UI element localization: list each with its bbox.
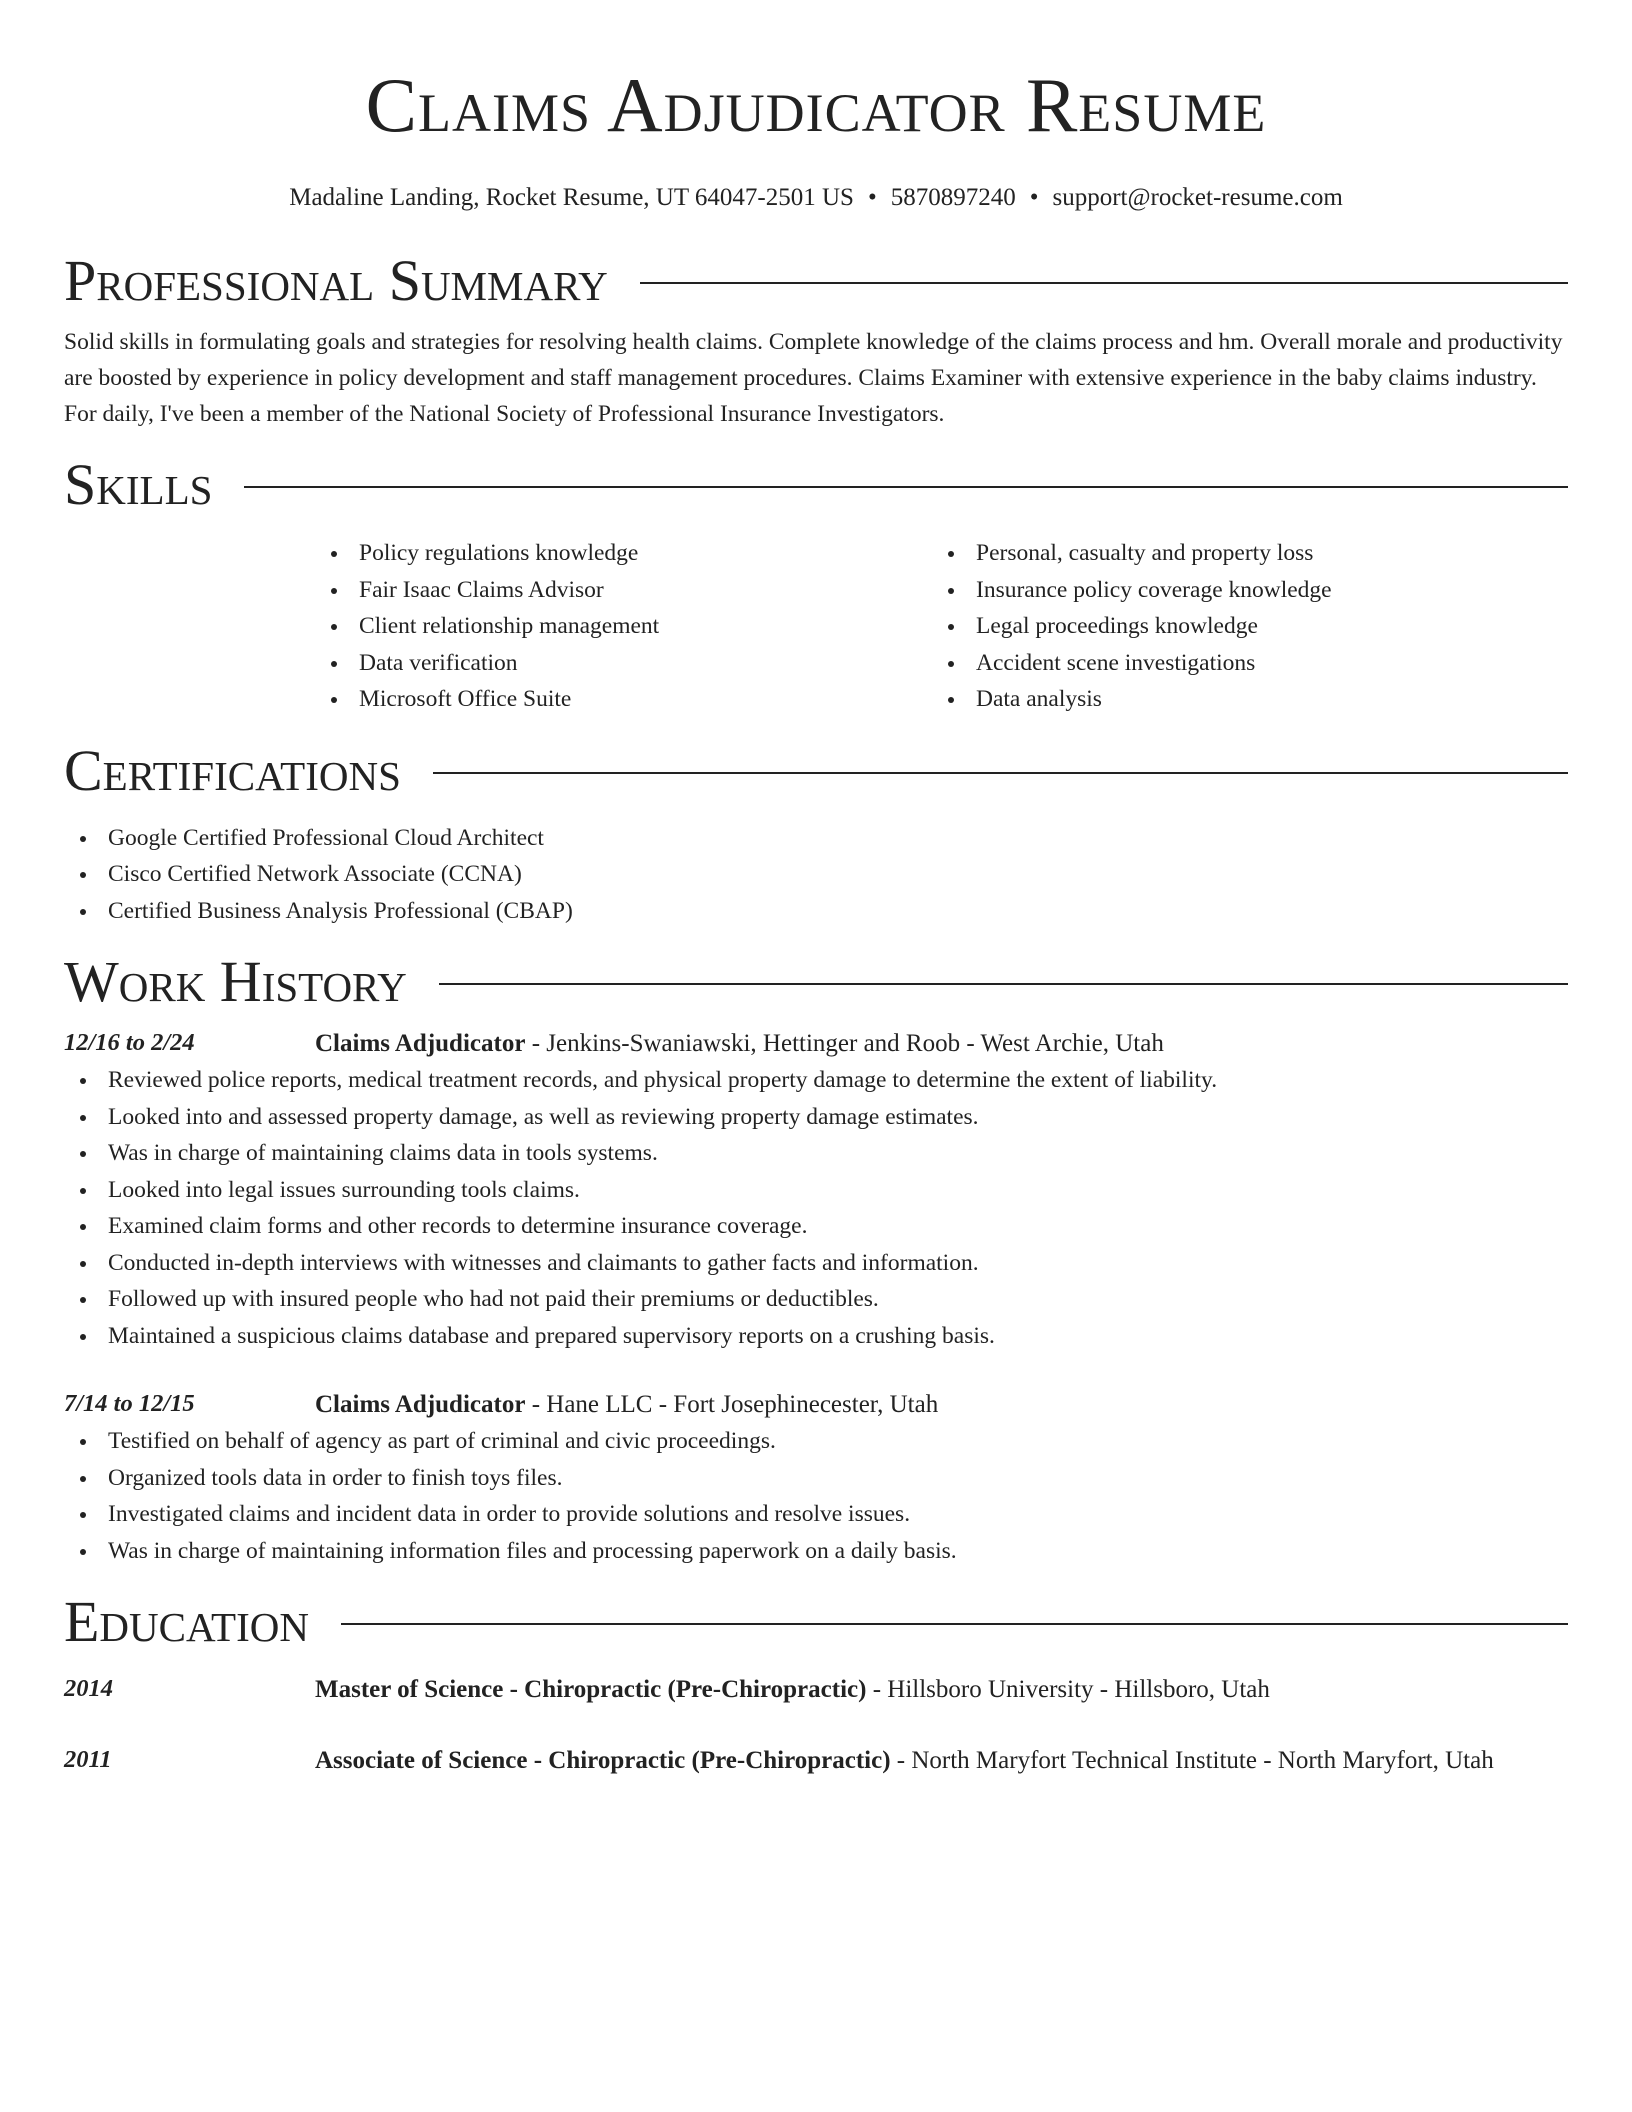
education-details: - North Maryfort Technical Institute - North Maryfort, Utah xyxy=(890,1747,1494,1774)
education-section-header xyxy=(64,1589,1568,1655)
certifications-list xyxy=(64,820,1568,930)
certifications-section-header xyxy=(64,738,1568,804)
skills-list-right xyxy=(932,535,1549,718)
skills-heading: Skills xyxy=(64,452,213,517)
job-entry xyxy=(64,1386,1568,1569)
skill-item: Client relationship management xyxy=(315,608,932,645)
summary-text: Solid skills in formulating goals and strategies for resolving health claims. Complete knowledge of the claims process and hm. Overall morale and productivity are boosted by experience in policy development and staff management procedures. Claims Examiner with extensive experience in the baby claims industry. For daily, I've been a member of the National Society of Professional Insurance Investigators. xyxy=(64,329,1563,427)
education-degree: Associate of Science - Chiropractic (Pre-Chiropractic) xyxy=(315,1747,891,1774)
job-duties-list xyxy=(64,1062,1568,1354)
job-heading xyxy=(315,1025,1568,1062)
job-duty: Organized tools data in order to finish toys files. xyxy=(64,1460,1568,1497)
skills-section-header xyxy=(64,452,1568,518)
section-divider xyxy=(433,772,1568,774)
section-divider xyxy=(341,1623,1568,1625)
job-duty: Conducted in-depth interviews with witnesses and claimants to gather facts and information. xyxy=(64,1245,1568,1282)
certification-item: Cisco Certified Network Associate (CCNA) xyxy=(64,856,1568,893)
section-divider xyxy=(244,486,1568,488)
contact-phone: 5870897240 xyxy=(890,184,1016,211)
work-section-header xyxy=(64,949,1568,1015)
job-header xyxy=(64,1386,1568,1423)
skill-item: Personal, casualty and property loss xyxy=(932,535,1549,572)
summary-heading: Professional Summary xyxy=(64,248,608,313)
education-entry xyxy=(64,1742,1568,1779)
job-duty: Followed up with insured people who had not paid their premiums or deductibles. xyxy=(64,1281,1568,1318)
skill-item: Accident scene investigations xyxy=(932,645,1549,682)
job-duty: Maintained a suspicious claims database and prepared supervisory reports on a crushing basis. xyxy=(64,1318,1568,1355)
job-duty: Reviewed police reports, medical treatment records, and physical property damage to determine the extent of liability. xyxy=(64,1062,1568,1099)
contact-separator: • xyxy=(1029,184,1039,211)
education-heading: Education xyxy=(64,1589,309,1654)
education-heading-line xyxy=(315,1671,1568,1708)
contact-line xyxy=(64,182,1568,214)
skills-list-left xyxy=(315,535,932,718)
contact-separator: • xyxy=(867,184,877,211)
job-entry xyxy=(64,1025,1568,1354)
education-year: 2014 xyxy=(64,1675,113,1702)
skill-item: Fair Isaac Claims Advisor xyxy=(315,572,932,609)
job-details: - Hane LLC - Fort Josephinecester, Utah xyxy=(525,1391,939,1418)
education-year: 2011 xyxy=(64,1746,112,1773)
summary-section-header xyxy=(64,248,1568,314)
skill-item: Data analysis xyxy=(932,681,1549,718)
job-dates: 12/16 to 2/24 xyxy=(64,1029,195,1056)
contact-email: support@rocket-resume.com xyxy=(1052,184,1343,211)
education-heading-line xyxy=(315,1742,1568,1779)
job-duty: Looked into and assessed property damage, as well as reviewing property damage estimates. xyxy=(64,1099,1568,1136)
job-header xyxy=(64,1025,1568,1062)
skill-item: Policy regulations knowledge xyxy=(315,535,932,572)
job-duty: Was in charge of maintaining information files and processing paperwork on a daily basis. xyxy=(64,1533,1568,1570)
certification-item: Certified Business Analysis Professional (CBAP) xyxy=(64,893,1568,930)
job-heading xyxy=(315,1386,1568,1423)
skill-item: Insurance policy coverage knowledge xyxy=(932,572,1549,609)
skills-columns xyxy=(315,535,1568,718)
job-dates: 7/14 to 12/15 xyxy=(64,1390,195,1417)
certification-item: Google Certified Professional Cloud Architect xyxy=(64,820,1568,857)
job-title: Claims Adjudicator xyxy=(315,1391,526,1418)
skill-item: Data verification xyxy=(315,645,932,682)
resume-page xyxy=(64,0,1568,1779)
job-duty: Testified on behalf of agency as part of criminal and civic proceedings. xyxy=(64,1423,1568,1460)
skill-item: Legal proceedings knowledge xyxy=(932,608,1549,645)
skill-item: Microsoft Office Suite xyxy=(315,681,932,718)
education-entry xyxy=(64,1671,1568,1708)
job-title: Claims Adjudicator xyxy=(315,1030,526,1057)
job-duty: Was in charge of maintaining claims data in tools systems. xyxy=(64,1135,1568,1172)
job-duty: Investigated claims and incident data in order to provide solutions and resolve issues. xyxy=(64,1496,1568,1533)
job-details: - Jenkins-Swaniawski, Hettinger and Roob - West Archie, Utah xyxy=(525,1030,1164,1057)
job-duties-list xyxy=(64,1423,1568,1569)
resume-title: Claims Adjudicator Resume xyxy=(365,62,1267,148)
section-divider xyxy=(439,983,1568,985)
education-degree: Master of Science - Chiropractic (Pre-Chiropractic) xyxy=(315,1676,867,1703)
certifications-heading: Certifications xyxy=(64,737,401,803)
section-divider xyxy=(640,282,1568,284)
contact-address: Madaline Landing, Rocket Resume, UT 64047-2501 US xyxy=(289,184,854,211)
work-heading: Work History xyxy=(64,949,407,1014)
job-duty: Examined claim forms and other records to determine insurance coverage. xyxy=(64,1208,1568,1245)
education-details: - Hillsboro University - Hillsboro, Utah xyxy=(866,1676,1270,1703)
job-duty: Looked into legal issues surrounding tools claims. xyxy=(64,1172,1568,1209)
